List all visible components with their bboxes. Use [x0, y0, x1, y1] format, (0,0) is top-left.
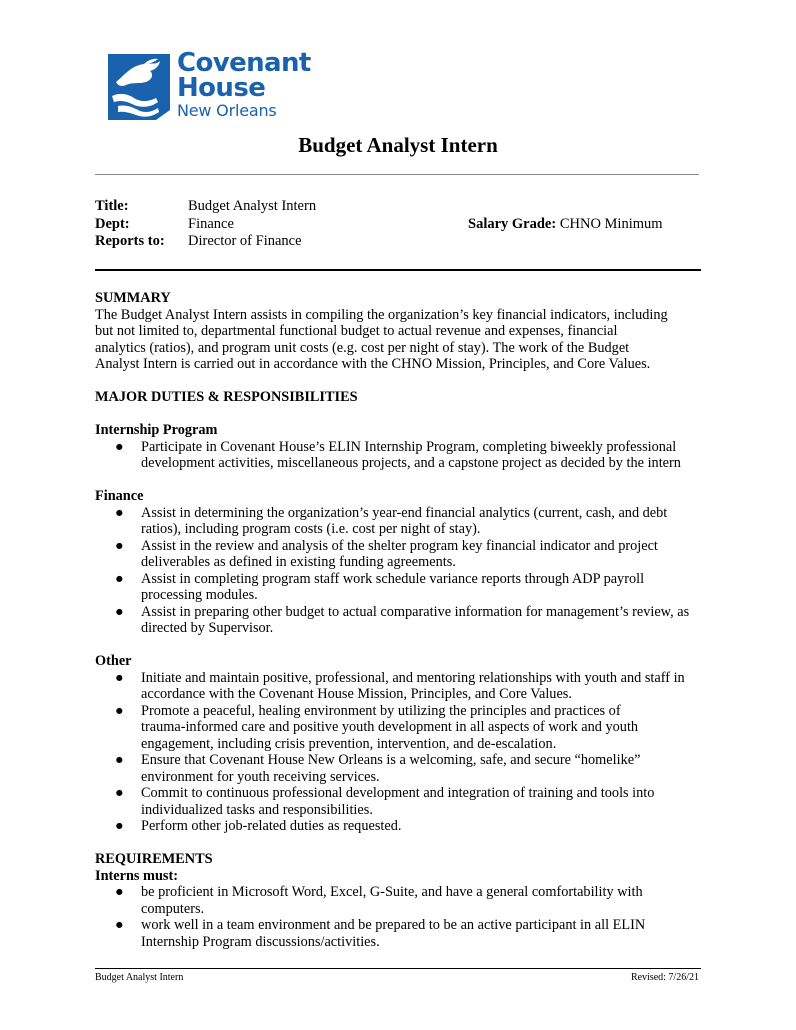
reports-value: Director of Finance: [188, 233, 302, 249]
bullet-icon: ●: [115, 438, 124, 455]
footer-divider: [95, 968, 701, 969]
list-item: [95, 670, 705, 703]
info-row-title: [95, 198, 316, 216]
item-line: individualized tasks and responsibilities.: [141, 801, 373, 818]
logo-line-2: House: [177, 73, 266, 103]
list-item: [95, 703, 705, 753]
item-line: Assist in determining the organization’s year-end financial analytics (current, cash, and debt: [141, 504, 668, 521]
reports-label: Reports to:: [95, 233, 165, 249]
covenant-house-logo: [104, 48, 311, 122]
item-line: computers.: [141, 900, 205, 917]
item-line: Ensure that Covenant House New Orleans is a welcoming, safe, and secure “homelike”: [141, 752, 641, 768]
salary-grade: [468, 216, 663, 234]
logo-wordmark: [177, 50, 311, 120]
list-item: [95, 884, 705, 917]
dove-hands-icon: [104, 52, 172, 122]
item-line: ratios), including program costs (i.e. cost per night of stay).: [141, 521, 481, 537]
summary-line: Analyst Intern is carried out in accordance with the CHNO Mission, Principles, and Core Values.: [95, 356, 651, 372]
item-line: deliverables as defined in existing funding agreements.: [141, 554, 456, 570]
summary-line: but not limited to, departmental functional budget to actual revenue and expenses, financial: [95, 323, 618, 339]
title-label: Title:: [95, 198, 129, 214]
bullet-icon: ●: [115, 752, 124, 768]
bullet-icon: ●: [115, 603, 124, 620]
summary-line: analytics (ratios), and program unit costs (e.g. cost per night of stay). The work of the Budget: [95, 339, 630, 356]
item-line: be proficient in Microsoft Word, Excel, G-Suite, and have a general comfortability with: [141, 884, 643, 900]
item-line: Initiate and maintain positive, professional, and mentoring relationships with youth and staff in: [141, 669, 685, 686]
bullet-icon: ●: [115, 818, 124, 834]
item-line: Assist in the review and analysis of the shelter program key financial indicator and project: [141, 537, 658, 554]
finance-heading: Finance: [95, 488, 144, 504]
bullet-icon: ●: [115, 570, 124, 587]
requirements-heading: REQUIREMENTS: [95, 851, 213, 867]
requirements-list: [95, 884, 705, 950]
job-info-block: [95, 198, 316, 251]
logo-line-1: Covenant: [177, 48, 311, 78]
item-line: Participate in Covenant House’s ELIN Internship Program, completing biweekly professional: [141, 438, 677, 455]
finance-list: [95, 505, 705, 637]
info-row-reports: [95, 233, 316, 251]
list-item: [95, 785, 705, 818]
footer-doc-name: Budget Analyst Intern: [95, 972, 184, 983]
item-line: Assist in completing program staff work schedule variance reports through ADP payroll: [141, 570, 645, 587]
list-item: [95, 752, 705, 785]
item-line: accordance with the Covenant House Mission, Principles, and Core Values.: [141, 686, 572, 702]
item-line: work well in a team environment and be prepared to be an active participant in all ELIN: [141, 917, 646, 933]
title-divider: [95, 174, 699, 175]
item-line: environment for youth receiving services.: [141, 768, 380, 785]
footer-revised-date: Revised: 7/26/21: [630, 972, 699, 983]
list-item: [95, 604, 705, 637]
duties-heading: MAJOR DUTIES & RESPONSIBILITIES: [95, 389, 358, 405]
item-line: trauma-informed care and positive youth development in all aspects of work and youth: [141, 719, 639, 735]
bullet-icon: ●: [115, 702, 124, 719]
document-title: Budget Analyst Intern: [298, 133, 498, 157]
bullet-icon: ●: [115, 537, 124, 554]
other-heading: Other: [95, 653, 132, 669]
list-item: [95, 439, 705, 472]
item-line: development activities, miscellaneous projects, and a capstone project as decided by the intern: [141, 455, 681, 471]
summary-heading: SUMMARY: [95, 290, 171, 306]
list-item: [95, 505, 705, 538]
info-divider: [95, 269, 701, 271]
internship-heading: Internship Program: [95, 422, 218, 438]
other-list: [95, 670, 705, 835]
dept-value: Finance: [188, 215, 234, 232]
bullet-icon: ●: [115, 884, 124, 900]
info-row-dept: [95, 216, 316, 234]
item-line: directed by Supervisor.: [141, 620, 274, 636]
list-item: [95, 571, 705, 604]
bullet-icon: ●: [115, 504, 124, 521]
document-body: [95, 290, 705, 950]
summary-text: [95, 307, 705, 373]
item-line: Internship Program discussions/activities.: [141, 933, 380, 950]
salary-value: CHNO Minimum: [559, 216, 663, 232]
internship-list: [95, 439, 705, 472]
item-line: processing modules.: [141, 587, 258, 603]
item-line: Assist in preparing other budget to actual comparative information for management’s review, as: [141, 603, 690, 620]
list-item: [95, 538, 705, 571]
title-value: Budget Analyst Intern: [188, 198, 317, 214]
list-item: [95, 917, 705, 950]
logo-line-3: New Orleans: [177, 101, 277, 120]
requirements-subheading: Interns must:: [95, 867, 179, 884]
item-line: engagement, including crisis prevention, intervention, and de-escalation.: [141, 735, 557, 752]
bullet-icon: ●: [115, 917, 124, 933]
item-line: Perform other job-related duties as requested.: [141, 818, 402, 834]
item-line: Promote a peaceful, healing environment by utilizing the principles and practices of: [141, 702, 621, 719]
summary-line: The Budget Analyst Intern assists in compiling the organization’s key financial indicators, including: [95, 306, 668, 323]
bullet-icon: ●: [115, 669, 124, 686]
item-line: Commit to continuous professional development and integration of training and tools into: [141, 785, 655, 801]
list-item: [95, 818, 705, 835]
salary-label: Salary Grade:: [468, 216, 557, 232]
dept-label: Dept:: [95, 215, 130, 232]
bullet-icon: ●: [115, 785, 124, 801]
